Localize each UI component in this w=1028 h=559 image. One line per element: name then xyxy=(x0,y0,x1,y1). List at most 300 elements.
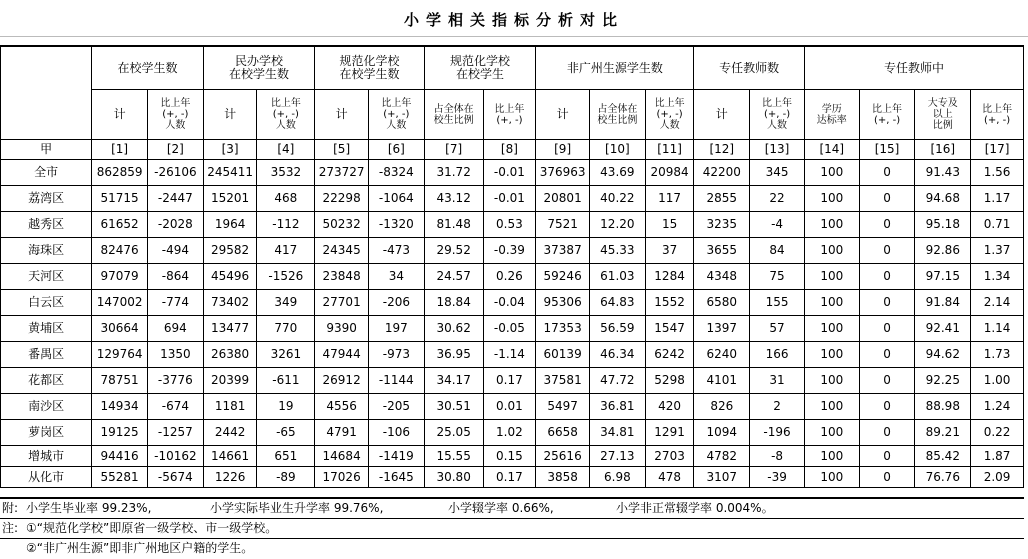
graduation-rate: 小学生毕业率 99.23%, xyxy=(26,501,152,515)
table-row xyxy=(1,420,1024,446)
table-cell: 273727 xyxy=(315,160,369,186)
table-cell: 0 xyxy=(859,420,915,446)
region-name: 海珠区 xyxy=(1,238,92,264)
table-cell: -206 xyxy=(368,290,424,316)
table-cell: 1552 xyxy=(645,290,694,316)
table-cell: 23848 xyxy=(315,264,369,290)
table-cell: 27701 xyxy=(315,290,369,316)
group-header-row xyxy=(1,46,1024,90)
table-cell: 45496 xyxy=(203,264,257,290)
table-cell: 94.62 xyxy=(915,342,971,368)
table-cell: 0.71 xyxy=(971,212,1024,238)
table-row xyxy=(1,394,1024,420)
group-header-4: 规范化学校 在校学生 xyxy=(424,46,536,90)
table-cell: -4 xyxy=(750,212,805,238)
group-header-6: 专任教师数 xyxy=(694,46,805,90)
table-cell: 7521 xyxy=(536,212,590,238)
table-cell: 1397 xyxy=(694,316,750,342)
sub-header-5: 计 xyxy=(315,90,369,140)
table-cell: 20984 xyxy=(645,160,694,186)
index-cell: [3] xyxy=(203,140,257,160)
table-cell: 5497 xyxy=(536,394,590,420)
table-row xyxy=(1,316,1024,342)
table-cell: 12.20 xyxy=(589,212,645,238)
region-name: 全市 xyxy=(1,160,92,186)
table-row xyxy=(1,238,1024,264)
table-cell: 19125 xyxy=(92,420,148,446)
table-cell: 17353 xyxy=(536,316,590,342)
table-cell: 34 xyxy=(368,264,424,290)
table-cell: 92.86 xyxy=(915,238,971,264)
table-cell: 94416 xyxy=(92,446,148,467)
table-cell: 1.14 xyxy=(971,316,1024,342)
table-cell: 166 xyxy=(750,342,805,368)
table-cell: 24345 xyxy=(315,238,369,264)
table-cell: 78751 xyxy=(92,368,148,394)
table-row xyxy=(1,446,1024,467)
sub-header-15: 比上年 (+, -) xyxy=(859,90,915,140)
abnormal-dropout-rate: 小学非正常辍学率 0.004%。 xyxy=(616,501,774,515)
progression-rate: 小学实际毕业生升学率 99.76%, xyxy=(210,501,384,515)
table-cell: -196 xyxy=(750,420,805,446)
table-cell: -0.05 xyxy=(483,316,536,342)
table-cell: 349 xyxy=(257,290,315,316)
table-cell: 417 xyxy=(257,238,315,264)
table-cell: 24.57 xyxy=(424,264,483,290)
table-cell: 92.41 xyxy=(915,316,971,342)
table-cell: 1.00 xyxy=(971,368,1024,394)
table-cell: 694 xyxy=(147,316,203,342)
region-name: 萝岗区 xyxy=(1,420,92,446)
table-cell: 1.73 xyxy=(971,342,1024,368)
table-cell: 1.02 xyxy=(483,420,536,446)
table-cell: 91.84 xyxy=(915,290,971,316)
table-cell: 42200 xyxy=(694,160,750,186)
table-cell: 15 xyxy=(645,212,694,238)
table-cell: 651 xyxy=(257,446,315,467)
table-cell: 0 xyxy=(859,186,915,212)
table-cell: 1.56 xyxy=(971,160,1024,186)
table-cell: 1.17 xyxy=(971,186,1024,212)
table-cell: 197 xyxy=(368,316,424,342)
table-cell: 45.33 xyxy=(589,238,645,264)
table-cell: 2.09 xyxy=(971,467,1024,488)
table-row xyxy=(1,290,1024,316)
table-cell: 155 xyxy=(750,290,805,316)
table-cell: 0 xyxy=(859,316,915,342)
table-cell: 117 xyxy=(645,186,694,212)
table-cell: 1181 xyxy=(203,394,257,420)
index-cell: [15] xyxy=(859,140,915,160)
table-cell: 30.62 xyxy=(424,316,483,342)
table-cell: 0.17 xyxy=(483,368,536,394)
note-1: ①“规范化学校”即原省一级学校、市一级学校。 xyxy=(26,521,278,535)
table-cell: -611 xyxy=(257,368,315,394)
table-cell: 129764 xyxy=(92,342,148,368)
table-cell: -5674 xyxy=(147,467,203,488)
index-cell: 甲 xyxy=(1,140,92,160)
table-cell: -26106 xyxy=(147,160,203,186)
table-cell: 5298 xyxy=(645,368,694,394)
table-cell: 0.17 xyxy=(483,467,536,488)
table-cell: 29.52 xyxy=(424,238,483,264)
table-cell: 84 xyxy=(750,238,805,264)
table-cell: 76.76 xyxy=(915,467,971,488)
region-name: 天河区 xyxy=(1,264,92,290)
table-cell: 0.01 xyxy=(483,394,536,420)
table-cell: 1547 xyxy=(645,316,694,342)
table-cell: 75 xyxy=(750,264,805,290)
table-cell: 20399 xyxy=(203,368,257,394)
table-cell: 3532 xyxy=(257,160,315,186)
table-cell: 60139 xyxy=(536,342,590,368)
table-cell: 6240 xyxy=(694,342,750,368)
index-cell: [11] xyxy=(645,140,694,160)
indicator-table xyxy=(0,45,1024,488)
table-cell: -0.01 xyxy=(483,160,536,186)
region-name: 白云区 xyxy=(1,290,92,316)
index-cell: [12] xyxy=(694,140,750,160)
table-cell: 100 xyxy=(804,264,859,290)
table-cell: 770 xyxy=(257,316,315,342)
table-row xyxy=(1,264,1024,290)
table-cell: 0 xyxy=(859,467,915,488)
table-cell: 1350 xyxy=(147,342,203,368)
table-cell: 100 xyxy=(804,342,859,368)
table-cell: 26380 xyxy=(203,342,257,368)
table-cell: 31.72 xyxy=(424,160,483,186)
table-cell: -3776 xyxy=(147,368,203,394)
table-cell: 0 xyxy=(859,160,915,186)
table-cell: 826 xyxy=(694,394,750,420)
table-cell: 36.95 xyxy=(424,342,483,368)
table-cell: 100 xyxy=(804,160,859,186)
table-cell: 0 xyxy=(859,238,915,264)
table-cell: 89.21 xyxy=(915,420,971,446)
table-cell: 25.05 xyxy=(424,420,483,446)
group-header-5: 非广州生源学生数 xyxy=(536,46,694,90)
table-cell: 4101 xyxy=(694,368,750,394)
region-name: 增城市 xyxy=(1,446,92,467)
note-line-2 xyxy=(0,538,1024,558)
region-name: 南沙区 xyxy=(1,394,92,420)
table-cell: 0 xyxy=(859,290,915,316)
table-cell: 95306 xyxy=(536,290,590,316)
sub-header-2: 比上年 (+, -) 人数 xyxy=(147,90,203,140)
table-cell: 4348 xyxy=(694,264,750,290)
table-cell: -2028 xyxy=(147,212,203,238)
table-cell: 50232 xyxy=(315,212,369,238)
sub-header-6: 比上年 (+, -) 人数 xyxy=(368,90,424,140)
table-cell: 100 xyxy=(804,316,859,342)
sub-header-3: 计 xyxy=(203,90,257,140)
index-cell: [4] xyxy=(257,140,315,160)
table-cell: 97079 xyxy=(92,264,148,290)
sub-header-row xyxy=(1,90,1024,140)
table-cell: 14934 xyxy=(92,394,148,420)
table-cell: 6580 xyxy=(694,290,750,316)
table-cell: 47944 xyxy=(315,342,369,368)
table-cell: 6242 xyxy=(645,342,694,368)
table-cell: 30.80 xyxy=(424,467,483,488)
appendix-label: 附: xyxy=(2,501,19,515)
note-label: 注: xyxy=(2,521,19,535)
table-cell: 3235 xyxy=(694,212,750,238)
table-cell: 17026 xyxy=(315,467,369,488)
index-row xyxy=(1,140,1024,160)
index-cell: [1] xyxy=(92,140,148,160)
table-cell: -1144 xyxy=(368,368,424,394)
table-cell: 345 xyxy=(750,160,805,186)
note-line-1 xyxy=(0,518,1024,538)
region-name: 黄埔区 xyxy=(1,316,92,342)
table-cell: -0.39 xyxy=(483,238,536,264)
table-cell: 2442 xyxy=(203,420,257,446)
table-row xyxy=(1,212,1024,238)
region-name: 从化市 xyxy=(1,467,92,488)
index-cell: [7] xyxy=(424,140,483,160)
sub-header-9: 计 xyxy=(536,90,590,140)
table-cell: 26912 xyxy=(315,368,369,394)
table-cell: -973 xyxy=(368,342,424,368)
sub-header-1: 计 xyxy=(92,90,148,140)
table-cell: 6.98 xyxy=(589,467,645,488)
table-cell: 37581 xyxy=(536,368,590,394)
dropout-rate: 小学辍学率 0.66%, xyxy=(448,501,554,515)
index-cell: [14] xyxy=(804,140,859,160)
table-cell: 0 xyxy=(859,264,915,290)
table-cell: -205 xyxy=(368,394,424,420)
table-row xyxy=(1,160,1024,186)
sub-header-13: 比上年 (+, -) 人数 xyxy=(750,90,805,140)
table-cell: 9390 xyxy=(315,316,369,342)
table-cell: -10162 xyxy=(147,446,203,467)
table-cell: -0.01 xyxy=(483,186,536,212)
table-cell: 4556 xyxy=(315,394,369,420)
table-cell: 147002 xyxy=(92,290,148,316)
table-cell: 14684 xyxy=(315,446,369,467)
table-cell: -89 xyxy=(257,467,315,488)
group-header-2: 民办学校 在校学生数 xyxy=(203,46,315,90)
table-cell: 37387 xyxy=(536,238,590,264)
table-cell: -1526 xyxy=(257,264,315,290)
table-cell: 37 xyxy=(645,238,694,264)
table-cell: 420 xyxy=(645,394,694,420)
table-body xyxy=(1,140,1024,488)
region-name: 番禺区 xyxy=(1,342,92,368)
table-cell: 40.22 xyxy=(589,186,645,212)
region-name: 越秀区 xyxy=(1,212,92,238)
table-cell: 3261 xyxy=(257,342,315,368)
index-cell: [13] xyxy=(750,140,805,160)
table-cell: 92.25 xyxy=(915,368,971,394)
table-cell: -864 xyxy=(147,264,203,290)
table-cell: 61.03 xyxy=(589,264,645,290)
table-cell: 1.34 xyxy=(971,264,1024,290)
sub-header-17: 比上年 (+, -) xyxy=(971,90,1024,140)
table-cell: -112 xyxy=(257,212,315,238)
table-cell: 18.84 xyxy=(424,290,483,316)
table-cell: 14661 xyxy=(203,446,257,467)
table-cell: 43.69 xyxy=(589,160,645,186)
table-cell: 51715 xyxy=(92,186,148,212)
appendix-line xyxy=(0,497,1024,518)
table-cell: 468 xyxy=(257,186,315,212)
index-cell: [6] xyxy=(368,140,424,160)
table-cell: 100 xyxy=(804,212,859,238)
table-row xyxy=(1,342,1024,368)
table-cell: 97.15 xyxy=(915,264,971,290)
sub-header-16: 大专及 以上 比例 xyxy=(915,90,971,140)
region-name: 荔湾区 xyxy=(1,186,92,212)
table-cell: 0.15 xyxy=(483,446,536,467)
sub-header-14: 学历 达标率 xyxy=(804,90,859,140)
table-cell: 3655 xyxy=(694,238,750,264)
table-cell: 1.37 xyxy=(971,238,1024,264)
table-cell: -1.14 xyxy=(483,342,536,368)
table-cell: 2.14 xyxy=(971,290,1024,316)
table-cell: 43.12 xyxy=(424,186,483,212)
table-cell: 94.68 xyxy=(915,186,971,212)
table-cell: 1.87 xyxy=(971,446,1024,467)
table-cell: 25616 xyxy=(536,446,590,467)
table-cell: 1291 xyxy=(645,420,694,446)
table-cell: 376963 xyxy=(536,160,590,186)
table-cell: 1226 xyxy=(203,467,257,488)
table-cell: 13477 xyxy=(203,316,257,342)
table-cell: 0 xyxy=(859,394,915,420)
table-cell: 30.51 xyxy=(424,394,483,420)
notes-section xyxy=(0,497,1024,558)
table-cell: 57 xyxy=(750,316,805,342)
note-2: ②“非广州生源”即非广州地区户籍的学生。 xyxy=(26,541,254,555)
table-cell: 22 xyxy=(750,186,805,212)
table-cell: 56.59 xyxy=(589,316,645,342)
table-row xyxy=(1,467,1024,488)
table-cell: 6658 xyxy=(536,420,590,446)
table-cell: -39 xyxy=(750,467,805,488)
table-cell: 862859 xyxy=(92,160,148,186)
index-cell: [17] xyxy=(971,140,1024,160)
table-cell: 82476 xyxy=(92,238,148,264)
index-cell: [10] xyxy=(589,140,645,160)
table-cell: -494 xyxy=(147,238,203,264)
table-cell: 31 xyxy=(750,368,805,394)
table-cell: 73402 xyxy=(203,290,257,316)
table-cell: 29582 xyxy=(203,238,257,264)
table-cell: 0.22 xyxy=(971,420,1024,446)
group-header-7: 专任教师中 xyxy=(804,46,1023,90)
table-cell: 47.72 xyxy=(589,368,645,394)
sub-header-11: 比上年 (+, -) 人数 xyxy=(645,90,694,140)
table-cell: 100 xyxy=(804,290,859,316)
table-cell: -1320 xyxy=(368,212,424,238)
index-cell: [5] xyxy=(315,140,369,160)
table-cell: 15.55 xyxy=(424,446,483,467)
table-cell: -0.04 xyxy=(483,290,536,316)
table-cell: 0.53 xyxy=(483,212,536,238)
table-cell: -473 xyxy=(368,238,424,264)
table-cell: 100 xyxy=(804,446,859,467)
table-cell: 2 xyxy=(750,394,805,420)
table-row xyxy=(1,368,1024,394)
table-cell: 100 xyxy=(804,368,859,394)
table-cell: -1257 xyxy=(147,420,203,446)
table-cell: 95.18 xyxy=(915,212,971,238)
table-cell: 1.24 xyxy=(971,394,1024,420)
table-cell: 27.13 xyxy=(589,446,645,467)
index-cell: [2] xyxy=(147,140,203,160)
table-cell: -1419 xyxy=(368,446,424,467)
table-cell: -8324 xyxy=(368,160,424,186)
table-cell: 0 xyxy=(859,212,915,238)
sub-header-12: 计 xyxy=(694,90,750,140)
table-cell: 88.98 xyxy=(915,394,971,420)
sub-header-10: 占全体在 校生比例 xyxy=(589,90,645,140)
page-title: 小学相关指标分析对比 xyxy=(403,10,624,29)
table-cell: 36.81 xyxy=(589,394,645,420)
table-cell: 0.26 xyxy=(483,264,536,290)
index-cell: [8] xyxy=(483,140,536,160)
table-cell: 55281 xyxy=(92,467,148,488)
table-cell: 100 xyxy=(804,186,859,212)
table-cell: -774 xyxy=(147,290,203,316)
sub-header-4: 比上年 (+, -) 人数 xyxy=(257,90,315,140)
table-cell: -106 xyxy=(368,420,424,446)
table-cell: 3858 xyxy=(536,467,590,488)
table-cell: 100 xyxy=(804,420,859,446)
table-cell: 100 xyxy=(804,467,859,488)
table-cell: 245411 xyxy=(203,160,257,186)
table-cell: 22298 xyxy=(315,186,369,212)
table-cell: -1645 xyxy=(368,467,424,488)
table-cell: -2447 xyxy=(147,186,203,212)
corner-cell xyxy=(1,46,92,140)
table-cell: 1094 xyxy=(694,420,750,446)
table-cell: 81.48 xyxy=(424,212,483,238)
index-cell: [9] xyxy=(536,140,590,160)
table-cell: 100 xyxy=(804,238,859,264)
table-cell: 1964 xyxy=(203,212,257,238)
table-cell: 4791 xyxy=(315,420,369,446)
table-cell: 20801 xyxy=(536,186,590,212)
group-header-3: 规范化学校 在校学生数 xyxy=(315,46,424,90)
table-cell: 100 xyxy=(804,394,859,420)
table-cell: 2855 xyxy=(694,186,750,212)
table-cell: 46.34 xyxy=(589,342,645,368)
table-cell: -1064 xyxy=(368,186,424,212)
table-cell: -8 xyxy=(750,446,805,467)
sub-header-7: 占全体在 校生比例 xyxy=(424,90,483,140)
table-cell: 85.42 xyxy=(915,446,971,467)
table-cell: 4782 xyxy=(694,446,750,467)
table-cell: 478 xyxy=(645,467,694,488)
index-cell: [16] xyxy=(915,140,971,160)
table-cell: 0 xyxy=(859,342,915,368)
table-cell: 2703 xyxy=(645,446,694,467)
table-cell: 34.17 xyxy=(424,368,483,394)
table-cell: 59246 xyxy=(536,264,590,290)
region-name: 花都区 xyxy=(1,368,92,394)
table-cell: -674 xyxy=(147,394,203,420)
table-cell: 15201 xyxy=(203,186,257,212)
table-cell: 1284 xyxy=(645,264,694,290)
table-cell: 30664 xyxy=(92,316,148,342)
table-row xyxy=(1,186,1024,212)
table-cell: -65 xyxy=(257,420,315,446)
table-cell: 19 xyxy=(257,394,315,420)
table-cell: 61652 xyxy=(92,212,148,238)
